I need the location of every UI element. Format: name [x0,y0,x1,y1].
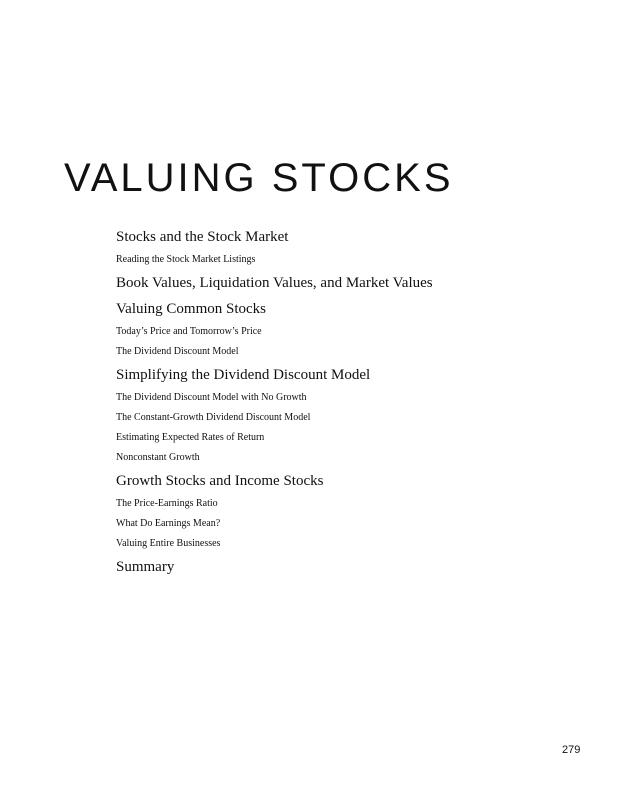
outline-subsection-heading: What Do Earnings Mean? [116,518,221,529]
outline-section-heading: Simplifying the Dividend Discount Model [116,367,371,383]
outline-subsection-heading: Nonconstant Growth [116,452,200,463]
outline-subsection-heading: Valuing Entire Businesses [116,538,221,549]
outline-subsection-heading: The Dividend Discount Model with No Growth [116,392,307,403]
outline-section-heading: Stocks and the Stock Market [116,229,289,245]
outline-section-heading: Book Values, Liquidation Values, and Market Values [116,275,433,291]
page-number: 279 [562,744,581,756]
outline-subsection-heading: The Constant-Growth Dividend Discount Model [116,412,311,423]
outline-section-heading: Valuing Common Stocks [116,301,267,317]
chapter-outline [116,224,596,580]
outline-subsection-heading: Today’s Price and Tomorrow’s Price [116,326,262,337]
outline-subsection-heading: The Price-Earnings Ratio [116,498,218,509]
outline-subsection-heading: Reading the Stock Market Listings [116,254,256,265]
chapter-title: VALUING STOCKS [64,156,454,200]
outline-subsection-heading: The Dividend Discount Model [116,346,239,357]
outline-section-heading: Summary [116,559,175,575]
outline-section-heading: Growth Stocks and Income Stocks [116,473,324,489]
outline-subsection-heading: Estimating Expected Rates of Return [116,432,265,443]
